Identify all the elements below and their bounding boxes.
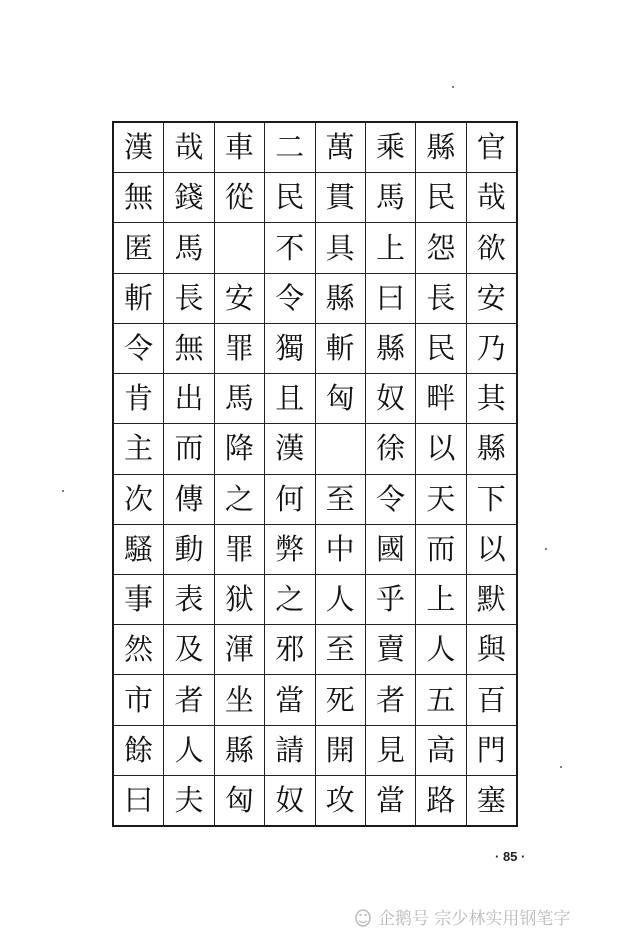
grid-cell: 斬	[316, 324, 365, 374]
grid-column	[315, 123, 365, 825]
grid-cell: 及	[164, 625, 213, 675]
grid-cell: 令	[366, 475, 415, 525]
grid-cell: 邪	[265, 625, 314, 675]
calligraphy-grid	[112, 121, 518, 827]
grid-cell: 漢	[114, 123, 163, 173]
grid-cell: 徐	[366, 424, 415, 474]
grid-cell: 官	[467, 123, 516, 173]
grid-cell: 市	[114, 675, 163, 725]
grid-cell: 長	[164, 274, 213, 324]
grid-cell	[215, 223, 264, 273]
grid-cell: 縣	[416, 123, 465, 173]
grid-cell: 縣	[366, 324, 415, 374]
grid-cell: 怨	[416, 223, 465, 273]
grid-cell: 者	[366, 675, 415, 725]
grid-cell: 乎	[366, 575, 415, 625]
grid-column	[214, 123, 264, 825]
grid-column	[163, 123, 213, 825]
grid-cell: 動	[164, 525, 213, 575]
grid-cell: 令	[114, 324, 163, 374]
grid-column	[114, 123, 163, 825]
grid-column	[415, 123, 465, 825]
grid-cell: 不	[265, 223, 314, 273]
grid-cell: 上	[366, 223, 415, 273]
grid-cell: 人	[316, 575, 365, 625]
grid-cell: 而	[164, 424, 213, 474]
grid-cell: 罪	[215, 525, 264, 575]
grid-cell: 者	[164, 675, 213, 725]
grid-cell: 狱	[215, 575, 264, 625]
grid-cell: 中	[316, 525, 365, 575]
grid-cell: 請	[265, 726, 314, 776]
watermark	[352, 904, 570, 929]
grid-cell: 令	[265, 274, 314, 324]
grid-cell: 安	[467, 274, 516, 324]
grid-cell: 無	[114, 173, 163, 223]
grid-cell: 與	[467, 625, 516, 675]
grid-cell: 馬	[366, 173, 415, 223]
grid-cell: 奴	[366, 374, 415, 424]
grid-cell: 長	[416, 274, 465, 324]
grid-cell: 五	[416, 675, 465, 725]
grid-cell: 獨	[265, 324, 314, 374]
grid-cell: 漢	[265, 424, 314, 474]
grid-cell: 百	[467, 675, 516, 725]
grid-column	[365, 123, 415, 825]
grid-cell: 天	[416, 475, 465, 525]
grid-cell: 萬	[316, 123, 365, 173]
grid-cell: 具	[316, 223, 365, 273]
watermark-text: 企鹅号 宗少林实用钢笔字	[378, 909, 571, 929]
speck	[560, 766, 562, 768]
grid-cell: 且	[265, 374, 314, 424]
grid-cell: 從	[215, 173, 264, 223]
grid-cell: 騷	[114, 525, 163, 575]
grid-cell: 人	[164, 726, 213, 776]
grid-cell: 縣	[215, 726, 264, 776]
grid-cell: 弊	[265, 525, 314, 575]
grid-cell: 然	[114, 625, 163, 675]
grid-cell: 二	[265, 123, 314, 173]
grid-cell: 貫	[316, 173, 365, 223]
grid-cell: 餘	[114, 726, 163, 776]
grid-cell: 無	[164, 324, 213, 374]
grid-cell: 下	[467, 475, 516, 525]
grid-cell: 斬	[114, 274, 163, 324]
grid-cell: 乃	[467, 324, 516, 374]
grid-cell: 縣	[467, 424, 516, 474]
grid-cell: 次	[114, 475, 163, 525]
grid-cell: 匿	[114, 223, 163, 273]
grid-cell: 人	[416, 625, 465, 675]
grid-cell: 開	[316, 726, 365, 776]
grid-cell: 民	[265, 173, 314, 223]
grid-cell: 奴	[275, 782, 305, 817]
grid-cell: 哉	[164, 123, 213, 173]
grid-cell: 車	[215, 123, 264, 173]
grid-cell: 民	[416, 324, 465, 374]
grid-cell	[316, 424, 365, 474]
grid-cell: 罪	[215, 324, 264, 374]
grid-cell: 出	[164, 374, 213, 424]
grid-cell: 傳	[164, 475, 213, 525]
grid-cell: 上	[416, 575, 465, 625]
grid-cell: 死	[316, 675, 365, 725]
grid-cell: 馬	[164, 223, 213, 273]
grid-cell: 默	[467, 575, 516, 625]
grid-cell: 事	[114, 575, 163, 625]
grid-cell: 以	[467, 525, 516, 575]
grid-cell: 渾	[215, 625, 264, 675]
grid-cell: 坐	[215, 675, 264, 725]
grid-cell: 肯	[114, 374, 163, 424]
grid-cell: 何	[265, 475, 314, 525]
grid-cell: 欲	[467, 223, 516, 273]
grid-cell: 主	[114, 424, 163, 474]
grid-cell: 當	[265, 675, 314, 725]
grid-cell: 以	[416, 424, 465, 474]
grid-cell: 路	[426, 782, 456, 817]
grid-cell: 至	[316, 625, 365, 675]
grid-column	[466, 123, 516, 825]
grid-cell: 其	[467, 374, 516, 424]
grid-cell: 高	[416, 726, 465, 776]
grid-cell: 門	[467, 726, 516, 776]
grid-cell: 匈	[224, 782, 254, 817]
grid-cell: 至	[316, 475, 365, 525]
grid-cell: 曰	[366, 274, 415, 324]
grid-cell: 之	[265, 575, 314, 625]
grid-cell: 乘	[366, 123, 415, 173]
speck	[545, 548, 547, 550]
grid-cell: 畔	[416, 374, 465, 424]
grid-cell: 攻	[325, 782, 355, 817]
grid-cell: 國	[366, 525, 415, 575]
grid-cell: 表	[164, 575, 213, 625]
page-number: · 85 ·	[495, 849, 526, 864]
grid-cell: 降	[215, 424, 264, 474]
grid-cell: 當	[376, 782, 406, 817]
grid-cell: 錢	[164, 173, 213, 223]
grid-cell: 民	[416, 173, 465, 223]
grid-cell: 塞	[476, 782, 506, 817]
grid-cell: 縣	[316, 274, 365, 324]
grid-column	[264, 123, 314, 825]
grid-cell: 之	[215, 475, 264, 525]
grid-cell: 馬	[215, 374, 264, 424]
grid-cell: 安	[215, 274, 264, 324]
speck	[62, 490, 64, 492]
grid-cell: 匈	[316, 374, 365, 424]
grid-cell: 曰	[124, 782, 154, 817]
grid-cell: 見	[366, 726, 415, 776]
grid-cell: 哉	[467, 173, 516, 223]
penguin-icon	[352, 906, 374, 928]
speck	[452, 86, 454, 88]
grid-cell: 夫	[174, 782, 204, 817]
grid-cell: 賣	[366, 625, 415, 675]
grid-cell: 而	[416, 525, 465, 575]
